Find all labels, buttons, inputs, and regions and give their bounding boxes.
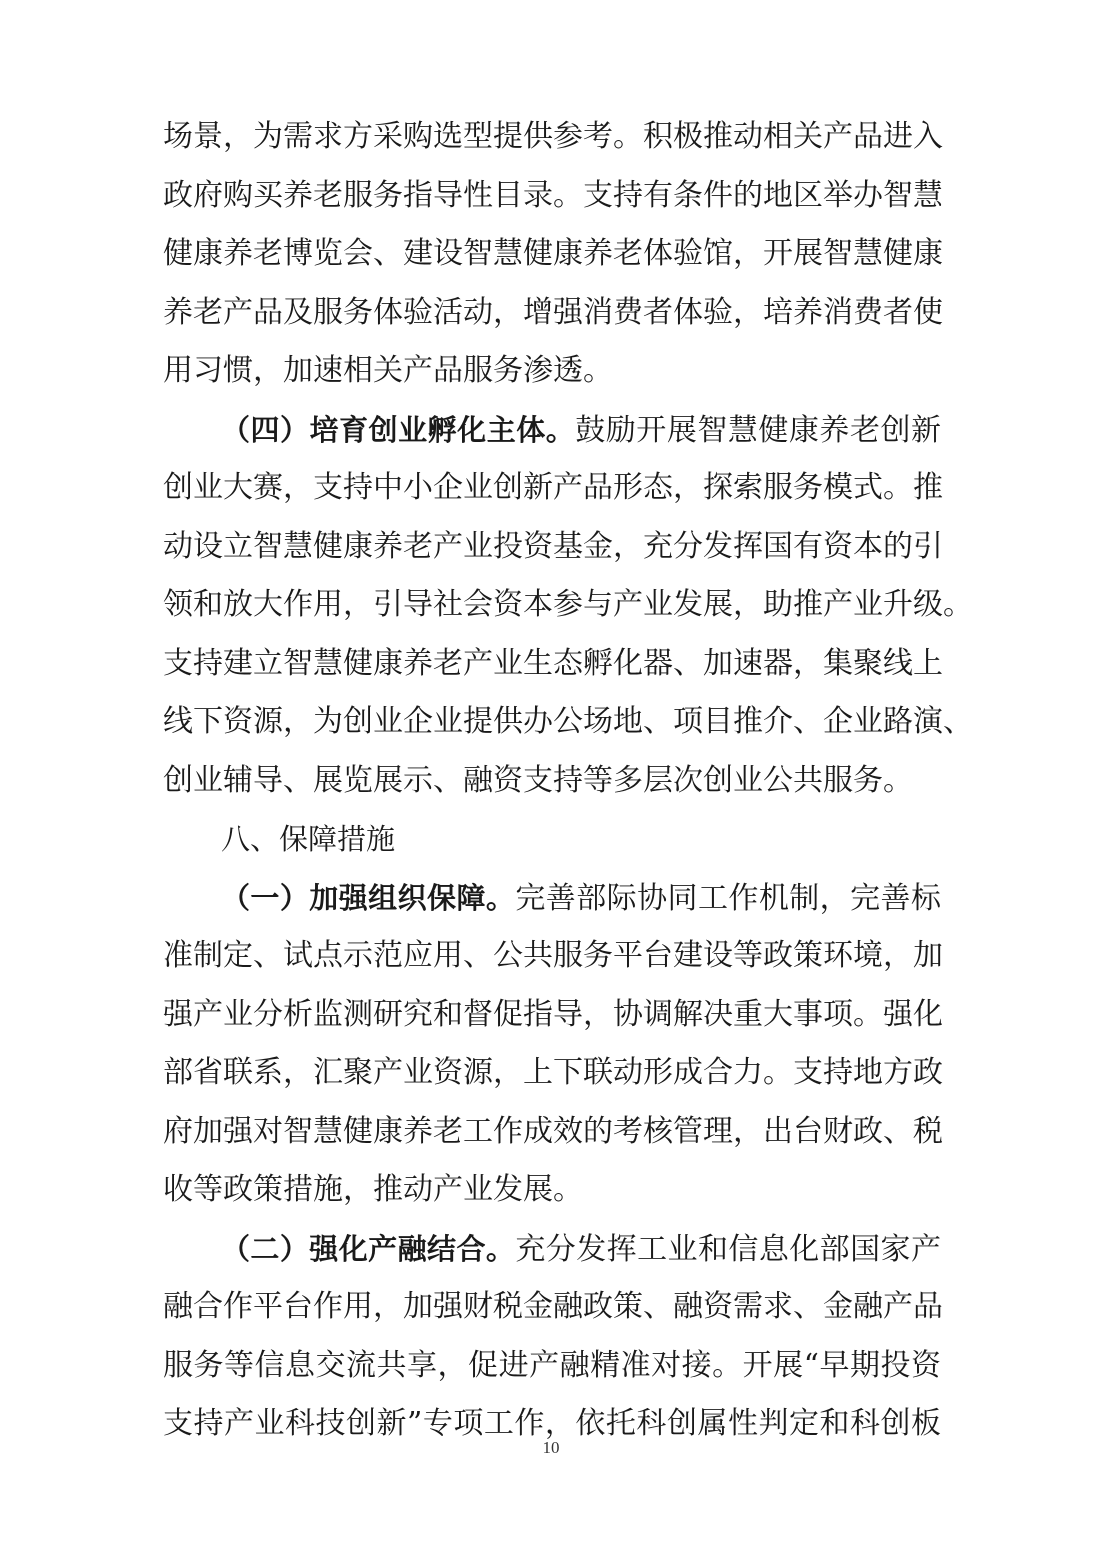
text-line: 支持建立智慧健康养老产业生态孵化器、加速器，集聚线上: [163, 645, 943, 681]
text-line: 收等政策措施，推动产业发展。: [163, 1172, 583, 1207]
page-number: 10: [542, 1438, 560, 1457]
text-line: 领和放大作用，引导社会资本参与产业发展，助推产业升级。: [163, 587, 973, 622]
paragraph-first-line: [163, 401, 941, 460]
paragraph-text: 完善部际协同工作机制，完善标: [515, 880, 941, 916]
section-heading: 八、保障措施: [221, 822, 396, 856]
text-line: 用习惯，加速相关产品服务渗透。: [163, 353, 613, 388]
text-line: 养老产品及服务体验活动，增强消费者体验，培养消费者使: [163, 294, 943, 330]
text-line: 强产业分析监测研究和督促指导，协调解决重大事项。强化: [163, 996, 943, 1032]
paragraph-text: 鼓励开展智慧健康养老创新: [575, 412, 941, 448]
text-line: 服务等信息交流共享，促进产融精准对接。开展“早期投资: [163, 1347, 941, 1383]
text-line: 准制定、试点示范应用、公共服务平台建设等政策环境，加: [163, 938, 943, 973]
text-line: 创业辅导、展览展示、融资支持等多层次创业公共服务。: [163, 762, 913, 798]
paragraph-heading: （四）培育创业孵化主体。: [221, 412, 576, 447]
document-body: [163, 108, 973, 1454]
text-line: 动设立智慧健康养老产业投资基金，充分发挥国有资本的引: [163, 528, 943, 564]
paragraph-text: 充分发挥工业和信息化部国家产: [515, 1231, 941, 1267]
text-line: 政府购买养老服务指导性目录。支持有条件的地区举办智慧: [163, 177, 943, 213]
paragraph-heading: （二）强化产融结合。: [221, 1231, 516, 1266]
paragraph-first-line: [163, 869, 941, 928]
text-line: 创业大赛，支持中小企业创新产品形态，探索服务模式。推: [163, 470, 943, 505]
text-line: 府加强对智慧健康养老工作成效的考核管理，出台财政、税: [163, 1113, 943, 1149]
text-line: 线下资源，为创业企业提供办公场地、项目推介、企业路演、: [163, 704, 973, 739]
text-line: 部省联系，汇聚产业资源，上下联动形成合力。支持地方政: [163, 1055, 943, 1090]
text-line: 健康养老博览会、建设智慧健康养老体验馆，开展智慧健康: [163, 236, 943, 271]
text-line: 场景，为需求方采购选型提供参考。积极推动相关产品进入: [163, 119, 943, 154]
text-line: 支持产业科技创新”专项工作，依托科创属性判定和科创板: [163, 1406, 941, 1441]
text-line: 融合作平台作用，加强财税金融政策、融资需求、金融产品: [163, 1289, 943, 1324]
paragraph-heading: （一）加强组织保障。: [221, 880, 516, 915]
paragraph-first-line: [163, 1220, 941, 1279]
